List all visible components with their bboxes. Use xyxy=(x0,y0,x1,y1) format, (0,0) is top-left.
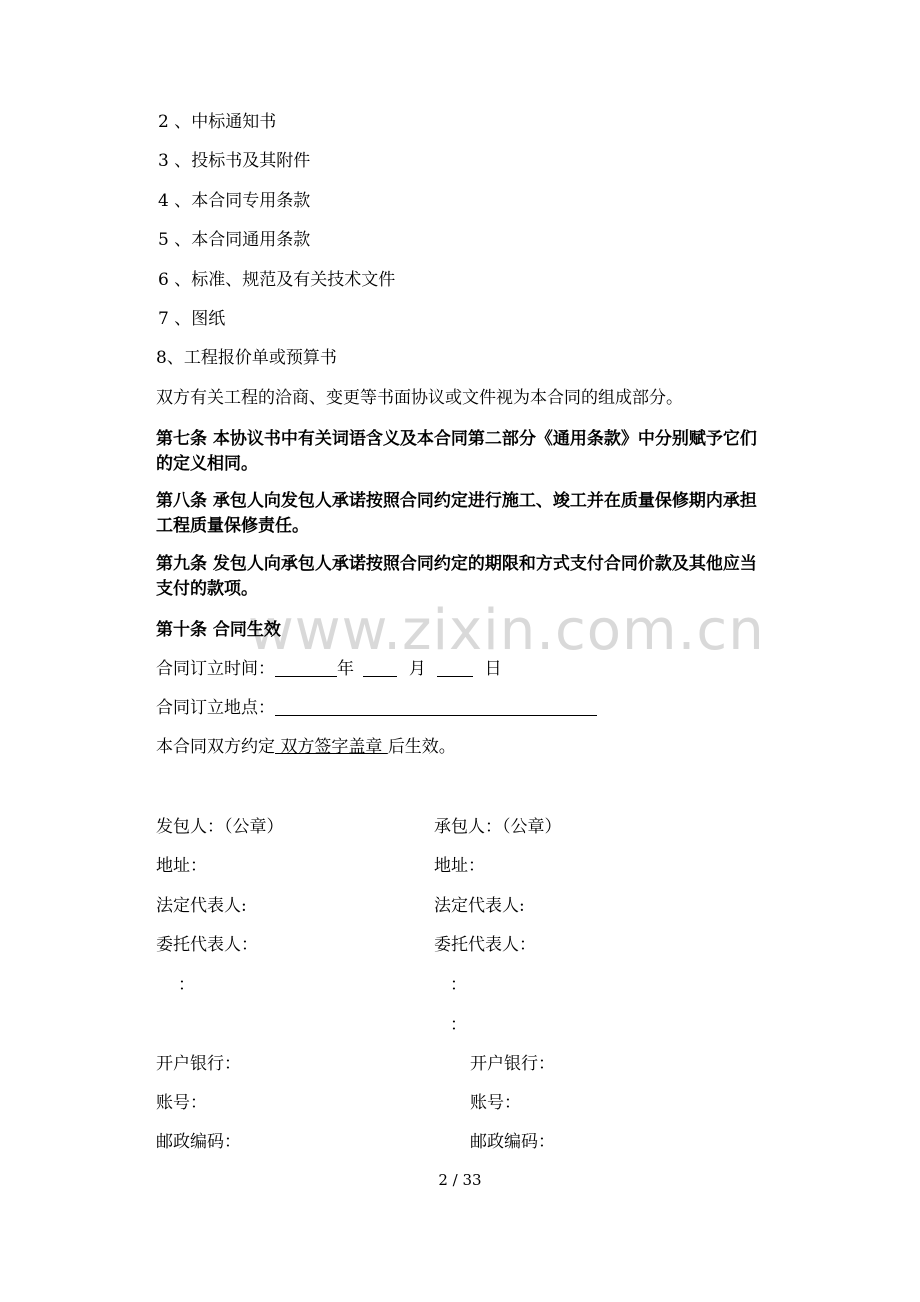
page-number: 2 / 33 xyxy=(438,1171,482,1189)
day-unit: 日 xyxy=(484,659,502,679)
article-8: 第八条 承包人向发包人承诺按照合同约定进行施工、竣工并在质量保修期内承担工程质量保修责任。 xyxy=(156,491,757,536)
left-party-account: 账号： xyxy=(156,1093,207,1113)
month-unit: 月 xyxy=(408,659,426,679)
article-7: 第七条 本协议书中有关词语含义及本合同第二部分《通用条款》中分别赋予它们的定义相同。 xyxy=(156,429,757,474)
list-item: 7 、图纸 xyxy=(158,309,226,329)
year-blank xyxy=(275,658,337,677)
left-party-title: 发包人：（公章） xyxy=(156,817,284,837)
day-blank xyxy=(437,658,473,677)
left-party-bank: 开户银行： xyxy=(156,1054,241,1074)
right-party-agent: 委托代表人： xyxy=(434,935,536,955)
right-party-account: 账号： xyxy=(470,1093,521,1113)
left-party-colon: ： xyxy=(178,975,195,995)
watermark: www.zixin.com.cn xyxy=(248,598,765,663)
sign-date-label: 合同订立时间： xyxy=(156,659,275,679)
effective-value: 双方签字盖章 xyxy=(275,737,388,757)
right-party-title: 承包人：（公章） xyxy=(434,817,562,837)
list-item: 3 、投标书及其附件 xyxy=(158,151,311,171)
left-party-postcode: 邮政编码： xyxy=(156,1132,241,1152)
effective-line xyxy=(156,735,456,759)
article-10: 第十条 合同生效 xyxy=(156,620,281,640)
sign-date-line xyxy=(156,657,502,681)
sign-place-label: 合同订立地点： xyxy=(156,698,275,718)
effective-suffix: 后生效。 xyxy=(387,737,456,757)
right-party-legal-rep: 法定代表人: xyxy=(434,896,525,916)
right-party-address: 地址： xyxy=(434,856,485,876)
right-party-postcode: 邮政编码： xyxy=(470,1132,555,1152)
left-party-agent: 委托代表人： xyxy=(156,935,258,955)
list-item: 2 、中标通知书 xyxy=(158,112,277,132)
right-party-bank: 开户银行： xyxy=(470,1054,555,1074)
sign-place-line xyxy=(156,696,597,720)
list-item: 8、工程报价单或预算书 xyxy=(156,348,337,368)
month-blank xyxy=(363,658,397,677)
right-party-colon: ： xyxy=(450,975,467,995)
sign-place-blank xyxy=(275,697,597,716)
supplement-paragraph: 双方有关工程的洽商、变更等书面协议或文件视为本合同的组成部分。 xyxy=(156,388,683,408)
left-party-legal-rep: 法定代表人: xyxy=(156,896,247,916)
article-9: 第九条 发包人向承包人承诺按照合同约定的期限和方式支付合同价款及其他应当支付的款项。 xyxy=(156,554,757,599)
effective-prefix: 本合同双方约定 xyxy=(156,737,275,757)
right-party-colon: ： xyxy=(450,1015,467,1035)
year-unit: 年 xyxy=(337,659,354,679)
left-party-address: 地址： xyxy=(156,856,207,876)
list-item: 5 、本合同通用条款 xyxy=(158,230,311,250)
list-item: 4 、本合同专用条款 xyxy=(158,191,311,211)
list-item: 6 、标准、规范及有关技术文件 xyxy=(158,270,396,290)
